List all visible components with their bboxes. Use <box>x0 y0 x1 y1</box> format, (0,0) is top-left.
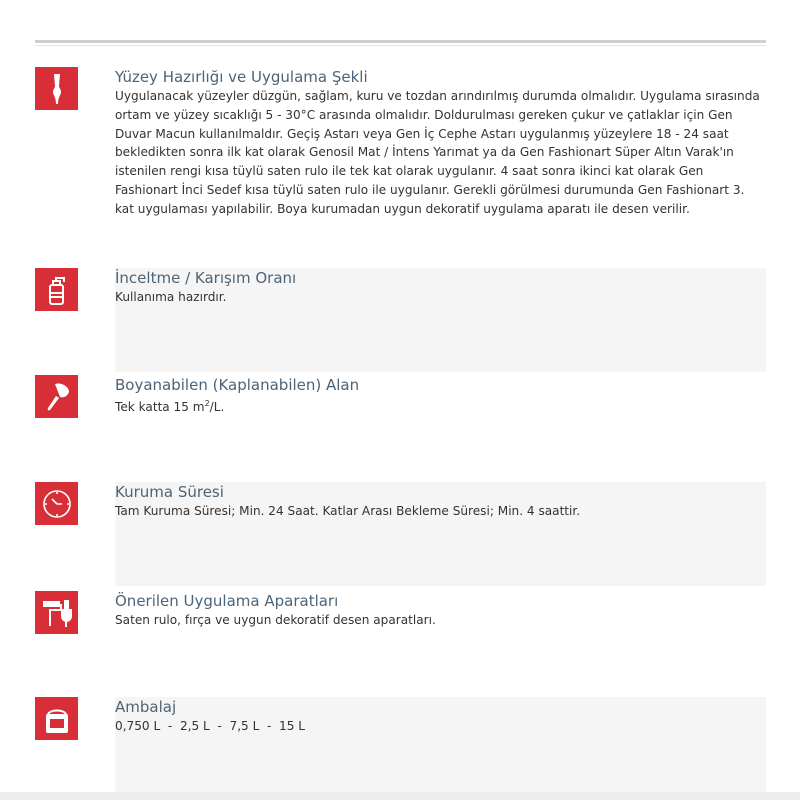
paint-brush-icon <box>35 375 78 418</box>
paint-bucket-icon <box>35 697 78 740</box>
section-packaging <box>35 697 766 794</box>
section-application-tools <box>35 591 766 691</box>
section-title: Yüzey Hazırlığı ve Uygulama Şekli <box>115 68 368 86</box>
section-surface-preparation <box>35 67 766 247</box>
bottom-edge <box>0 792 800 800</box>
section-coverage-area <box>35 375 766 475</box>
section-drying-time <box>35 482 766 586</box>
section-text: Tek katta 15 $m^2/L$. <box>115 399 225 415</box>
section-title: Ambalaj <box>115 698 177 716</box>
section-title: Boyanabilen (Kaplanabilen) Alan <box>115 376 360 394</box>
section-text: Kullanıma hazırdır. <box>115 290 227 304</box>
section-title: Kuruma Süresi <box>115 483 224 501</box>
section-text: Tam Kuruma Süresi; Min. 24 Saat. Katlar Arası Bekleme Süresi; Min. 4 saattir. <box>115 504 581 518</box>
clock-icon <box>35 482 78 525</box>
section-text: Uygulanacak yüzeyler düzgün, sağlam, kuru ve tozdan arındırılmış durumda olmalıdır. Uygulama sırasında ortam ve yüzey sıcaklığı 5 - 30°C arasında olmalıdır. Doldurulması gereken çukur ve çatlaklar için Gen Duvar Macun kullanılmaldır. Geçiş Astarı veya Gen İç Cephe Astarı uygulanmış yüzeylere 18 - 24 saat bekledikten sonra ilk kat olarak Genosil Mat / İntens Yarımat ya da Gen Fashionart Süper Altın Varak'ın istenilen rengi kısa tüylü saten rulo ile tek kat olarak uygulanır. 4 saat sonra ikinci kat olarak Gen Fashionart İnci Sedef kısa tüylü saten rulo ile uygulanır. Gerekli görülmesi durumunda Gen Fashionart 3. kat uygulaması yapılabilir. Boya kurumadan uygun dekoratif uygulama aparatı ile desen verilir. <box>115 89 760 216</box>
top-divider <box>35 40 766 46</box>
section-text: 0,750 L - 2,5 L - 7,5 L - 15 L <box>115 719 306 733</box>
roller-and-brush-icon <box>35 591 78 634</box>
spray-bottle-icon <box>35 268 78 311</box>
putty-knife-icon <box>35 67 78 110</box>
section-title: İnceltme / Karışım Oranı <box>115 269 297 287</box>
section-title: Önerilen Uygulama Aparatları <box>115 592 339 610</box>
section-text: Saten rulo, fırça ve uygun dekoratif desen aparatları. <box>115 613 436 627</box>
section-thinning-ratio <box>35 268 766 372</box>
